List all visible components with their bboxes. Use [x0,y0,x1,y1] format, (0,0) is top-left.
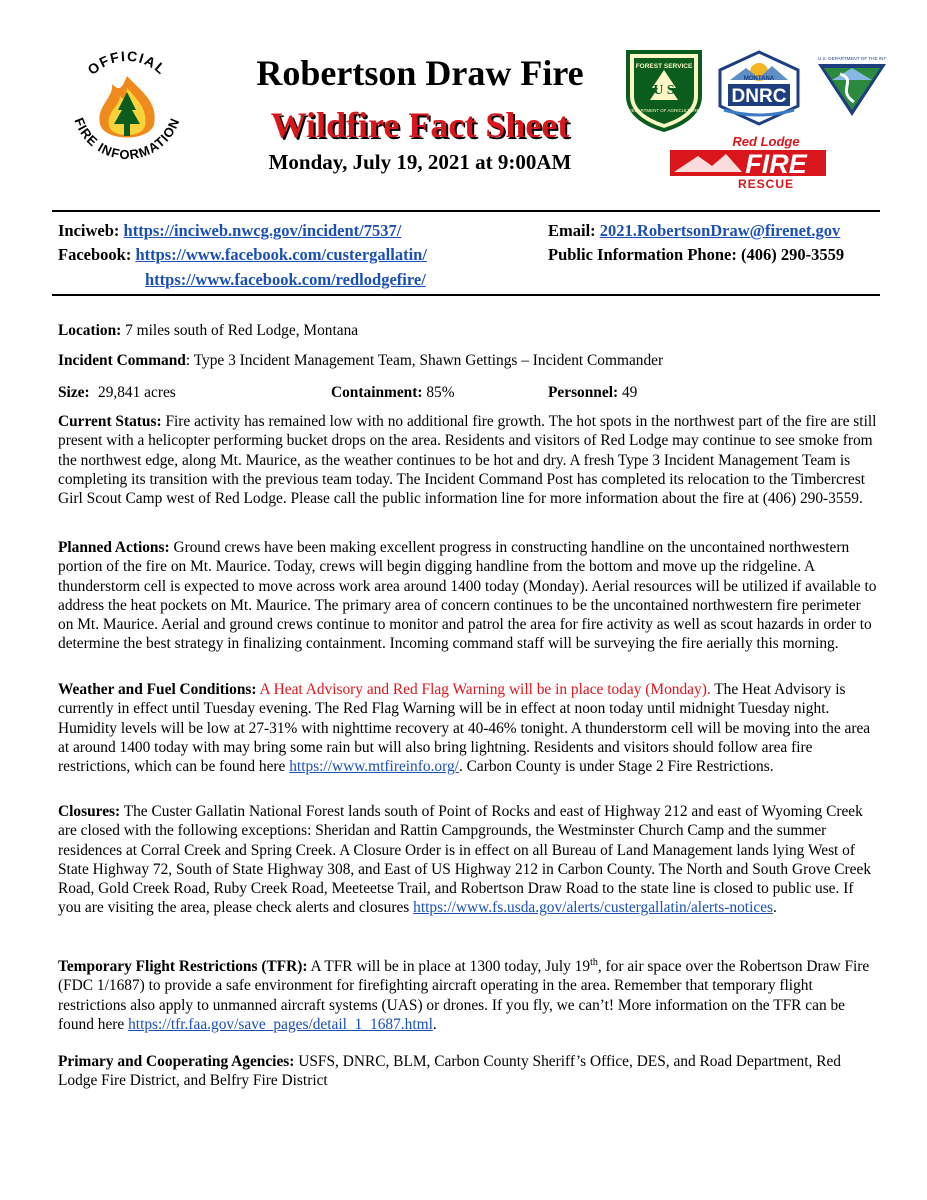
blm-triangle-icon [812,50,892,120]
page-title: Robertson Draw Fire [256,53,584,93]
usfs-bottom-text: DEPARTMENT OF AGRICULTURE [628,108,700,113]
usfs-mid-text: U S [653,83,675,98]
weather-alert: A Heat Advisory and Red Flag Warning will be in place today (Monday). [256,681,711,698]
tfr-label: Temporary Flight Restrictions (TFR): [58,958,308,975]
planned-actions-paragraph [58,538,878,654]
location-value: 7 miles south of Red Lodge, Montana [121,322,359,339]
fire-badge-icon [62,40,192,170]
dnrc-main-text: DNRC [731,86,787,107]
containment-stat [331,383,531,402]
svg-text:U.S. DEPARTMENT OF THE INTERIO [812,50,886,61]
tfr-sup: th [590,956,598,968]
inciweb-link[interactable]: https://inciweb.nwcg.gov/incident/7537/ [123,221,402,240]
email-label: Email: [548,221,596,240]
forest-service-shield-icon [622,46,706,132]
weather-label: Weather and Fuel Conditions: [58,681,257,698]
personnel-value: 49 [618,384,638,401]
usfs-logo [622,46,706,132]
closures-paragraph [58,802,878,918]
email-row [548,221,840,241]
facebook-link-custergallatin[interactable]: https://www.facebook.com/custergallatin/ [135,245,427,264]
rl-bottom-text: RESCUE [737,177,795,191]
tfr-paragraph [58,957,878,1034]
email-link[interactable]: 2021.RobertsonDraw@firenet.gov [599,221,841,240]
personnel-label: Personnel: [548,384,619,401]
phone-row: Public Information Phone: (406) 290-3559 [548,245,845,264]
blm-ring-text: U.S. DEPARTMENT OF THE INT [818,56,887,61]
containment-value: 85% [422,384,455,401]
rl-top-text: Red Lodge [732,134,800,149]
badge-bottom-text: FIRE INFORMATION [71,115,183,163]
mtfireinfo-link[interactable]: https://www.mtfireinfo.org/ [289,758,459,776]
official-fire-information-logo [62,40,192,170]
weather-paragraph [58,680,878,776]
facebook-row-2 [145,270,426,290]
red-lodge-fire-icon [668,132,828,192]
closures-text-after: . [773,899,777,917]
current-status-label: Current Status: [58,413,162,430]
divider-bottom [52,294,880,296]
incident-command-line [58,351,878,370]
dnrc-logo [716,50,802,126]
tfr-text-after: . [432,1015,437,1033]
tfr-text-1: A TFR will be in place at 1300 today, July 19 [307,958,591,975]
facebook-label: Facebook: [58,245,132,264]
rl-main-text: FIRE [745,149,807,179]
size-value: 29,841 acres [98,384,176,401]
incident-command-label: Incident Command [58,352,186,369]
agencies-label: Primary and Cooperating Agencies: [58,1053,295,1070]
personnel-stat [548,383,748,402]
size-label: Size: [58,384,90,401]
location-line [58,321,878,340]
tfr-text-2: , for air space over the Robertson Draw Fire (FDC 1/1687) to provide a safe environment for firefighting aircraft operating in the area. Remember that temporary flight restrictions also apply to unmanned aircraft systems (UAS) or drones. If you fly, we can’t! More information on the TFR can be found here [58,958,870,1033]
inciweb-label: Inciweb: [58,221,120,240]
closures-text: The Custer Gallatin National Forest lands south of Point of Rocks and east of Highway 212 and east of Wyoming Creek are closed with the following exceptions: Sheridan and Rattin Campgrounds, the Westminster Church Camp and the summer residences at Corral Creek and Spring Creek. A Closure Order is in effect on all Bureau of Land Management lands lying West of State Highway 72, South of State Highway 308, and East of US Highway 212 in Carbon County. The North and South Grove Creek Road, Gold Creek Road, Ruby Creek Road, Meeteetse Trail, and Robertson Draw Road to the state line is closed to public use. If you are visiting the area, please check alerts and closures [58,803,872,917]
current-status-text: Fire activity has remained low with no additional fire growth. The hot spots in the northwest part of the fire are still present with a helicopter performing bucket drops on the area. Residents and visitors of Red Lodge may continue to see smoke from the northwest edge, along Mt. Maurice, as the weather continues to be hot and dry. A fresh Type 3 Incident Management Team is completing its transition with the previous team today. The Incident Command Post has completed its relocation to the Timbercrest Girl Scout Camp west of Red Lodge. Please call the public information line for more information about the fire at (406) 290-3559. [58,413,877,508]
divider-top [52,210,880,212]
closures-label: Closures: [58,803,121,820]
size-stat [58,383,258,402]
blm-logo [812,50,892,120]
page-subtitle: Wildfire Fact Sheet [270,105,570,145]
location-label: Location: [58,322,122,339]
weather-text: The Heat Advisory is currently in effect until Tuesday evening. The Red Flag Warning will be in effect at noon today until midnight Tuesday night. Humidity levels will be low at 27-31% with nighttime recovery at 40-46% tonight. A thunderstorm cell will be moving into the area at around 1400 today with may bring some rain but will also bring lightning. Residents and visitors should follow area fire restrictions, which can be found here [58,681,871,776]
dnrc-top-text: MONTANA [743,76,775,82]
dnrc-badge-icon [716,50,802,126]
red-lodge-fire-rescue-logo [668,132,828,192]
planned-actions-label: Planned Actions: [58,539,170,556]
faa-tfr-link[interactable]: https://tfr.faa.gov/save_pages/detail_1_1687.html [128,1015,433,1033]
agencies-paragraph [58,1052,878,1091]
planned-actions-text: Ground crews have been making excellent progress in constructing handline on the uncontained northwestern portion of the fire on Mt. Maurice. Today, crews will begin digging handline from the bottom and move up the ridgeline. A thunderstorm cell is expected to move across work area around 1400 today (Monday). Aerial resources will be utilized if available to address the heat pockets on Mt. Maurice. The primary area of concern continues to be the uncontained northwestern fire perimeter on Mt. Maurice. Aerial and ground crews continue to monitor and patrol the area for fire activity as well as scout hazards in order to determine the best strategy in finalizing containment. Incoming command staff will be surveying the fire aerially this morning. [58,539,877,653]
agencies-text: USFS, DNRC, BLM, Carbon County Sheriff’s Office, DES, and Road Department, Red Lodge Fire District, and Belfry Fire District [58,1053,842,1090]
inciweb-row [58,221,401,241]
current-status-paragraph [58,412,878,508]
usfs-top-text: FOREST SERVICE [635,63,693,70]
incident-command-value: : Type 3 Incident Management Team, Shawn Gettings – Incident Commander [185,352,664,369]
facebook-row [58,245,427,265]
usfs-alerts-link[interactable]: https://www.fs.usda.gov/alerts/custergallatin/alerts-notices [413,899,774,917]
containment-label: Containment: [331,384,423,401]
svg-text:OFFICIAL [84,48,170,78]
badge-top-text: OFFICIAL [84,47,170,78]
facebook-link-redlodgefire[interactable]: https://www.facebook.com/redlodgefire/ [145,270,426,289]
weather-text-after: . Carbon County is under Stage 2 Fire Restrictions. [458,758,774,776]
report-date: Monday, July 19, 2021 at 9:00AM [268,150,572,174]
